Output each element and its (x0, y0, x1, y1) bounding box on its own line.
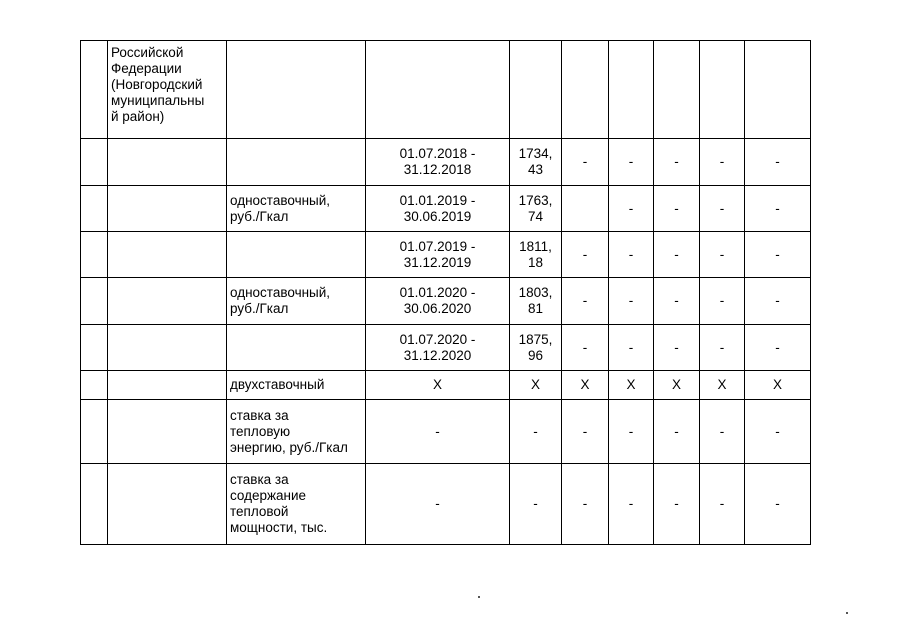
table-row (81, 186, 811, 232)
value-cell (609, 41, 654, 139)
value-cell (562, 41, 609, 139)
value-cell: - (745, 278, 811, 325)
scan-speck (478, 596, 480, 598)
value-cell: X (745, 371, 811, 400)
value-cell: - (700, 232, 745, 278)
value-cell: - (745, 139, 811, 186)
value-cell: X (700, 371, 745, 400)
tariff-type-cell: ставка за тепловую энергию, руб./Гкал (227, 400, 366, 464)
row-number-cell (81, 232, 108, 278)
row-number-cell (81, 371, 108, 400)
value-cell: - (745, 325, 811, 371)
value-cell: - (700, 400, 745, 464)
value-cell: - (609, 278, 654, 325)
table-row (81, 232, 811, 278)
value-cell: - (562, 139, 609, 186)
organization-cell (108, 232, 227, 278)
row-number-cell (81, 464, 108, 545)
scan-speck (846, 612, 848, 614)
tariff-type-cell (227, 325, 366, 371)
value-cell: X (609, 371, 654, 400)
value-cell: - (745, 464, 811, 545)
value-cell: - (562, 464, 609, 545)
organization-cell (108, 325, 227, 371)
table-row (81, 400, 811, 464)
value-cell: X (654, 371, 700, 400)
organization-cell (108, 400, 227, 464)
table-row (81, 41, 811, 139)
value-cell: - (609, 400, 654, 464)
organization-cell (108, 464, 227, 545)
period-cell: X (366, 371, 510, 400)
value-cell: 1875, 96 (510, 325, 562, 371)
value-cell: - (654, 186, 700, 232)
value-cell: - (609, 232, 654, 278)
value-cell: - (562, 278, 609, 325)
value-cell: - (510, 400, 562, 464)
tariff-type-cell: одноставочный, руб./Гкал (227, 278, 366, 325)
value-cell: 1763, 74 (510, 186, 562, 232)
tariff-type-cell: ставка за содержание тепловой мощности, тыс. (227, 464, 366, 545)
value-cell: - (654, 278, 700, 325)
value-cell: - (700, 186, 745, 232)
value-cell (654, 41, 700, 139)
period-cell (366, 41, 510, 139)
table-row (81, 464, 811, 545)
row-number-cell (81, 41, 108, 139)
value-cell: - (745, 400, 811, 464)
value-cell: - (700, 464, 745, 545)
tariff-type-cell (227, 41, 366, 139)
row-number-cell (81, 186, 108, 232)
tariff-type-cell: двухставочный (227, 371, 366, 400)
value-cell: - (654, 139, 700, 186)
period-cell: - (366, 400, 510, 464)
value-cell: - (562, 325, 609, 371)
value-cell: - (609, 325, 654, 371)
value-cell: 1803, 81 (510, 278, 562, 325)
value-cell: - (654, 325, 700, 371)
value-cell: - (745, 186, 811, 232)
value-cell: - (745, 232, 811, 278)
value-cell: X (562, 371, 609, 400)
period-cell: 01.07.2018 - 31.12.2018 (366, 139, 510, 186)
tariff-table (80, 40, 811, 545)
value-cell: - (654, 400, 700, 464)
value-cell: - (609, 186, 654, 232)
value-cell: - (609, 464, 654, 545)
value-cell (700, 41, 745, 139)
organization-cell (108, 371, 227, 400)
value-cell (510, 41, 562, 139)
period-cell: 01.07.2019 - 31.12.2019 (366, 232, 510, 278)
table-row (81, 278, 811, 325)
period-cell: 01.07.2020 - 31.12.2020 (366, 325, 510, 371)
row-number-cell (81, 278, 108, 325)
table-row (81, 325, 811, 371)
value-cell: - (609, 139, 654, 186)
value-cell: - (654, 464, 700, 545)
value-cell: 1734, 43 (510, 139, 562, 186)
value-cell: - (654, 232, 700, 278)
organization-cell (108, 278, 227, 325)
period-cell: - (366, 464, 510, 545)
table-row (81, 371, 811, 400)
value-cell: 1811, 18 (510, 232, 562, 278)
tariff-type-cell (227, 232, 366, 278)
row-number-cell (81, 325, 108, 371)
period-cell: 01.01.2020 - 30.06.2020 (366, 278, 510, 325)
value-cell: - (562, 232, 609, 278)
row-number-cell (81, 400, 108, 464)
tariff-type-cell (227, 139, 366, 186)
organization-cell: Российской Федерации (Новгородский муниципальны й район) (108, 41, 227, 139)
value-cell: - (700, 139, 745, 186)
period-cell: 01.01.2019 - 30.06.2019 (366, 186, 510, 232)
tariff-type-cell: одноставочный, руб./Гкал (227, 186, 366, 232)
row-number-cell (81, 139, 108, 186)
value-cell: - (700, 278, 745, 325)
table-row (81, 139, 811, 186)
organization-cell (108, 186, 227, 232)
value-cell (562, 186, 609, 232)
value-cell: X (510, 371, 562, 400)
organization-cell (108, 139, 227, 186)
value-cell: - (562, 400, 609, 464)
value-cell: - (700, 325, 745, 371)
value-cell: - (510, 464, 562, 545)
value-cell (745, 41, 811, 139)
